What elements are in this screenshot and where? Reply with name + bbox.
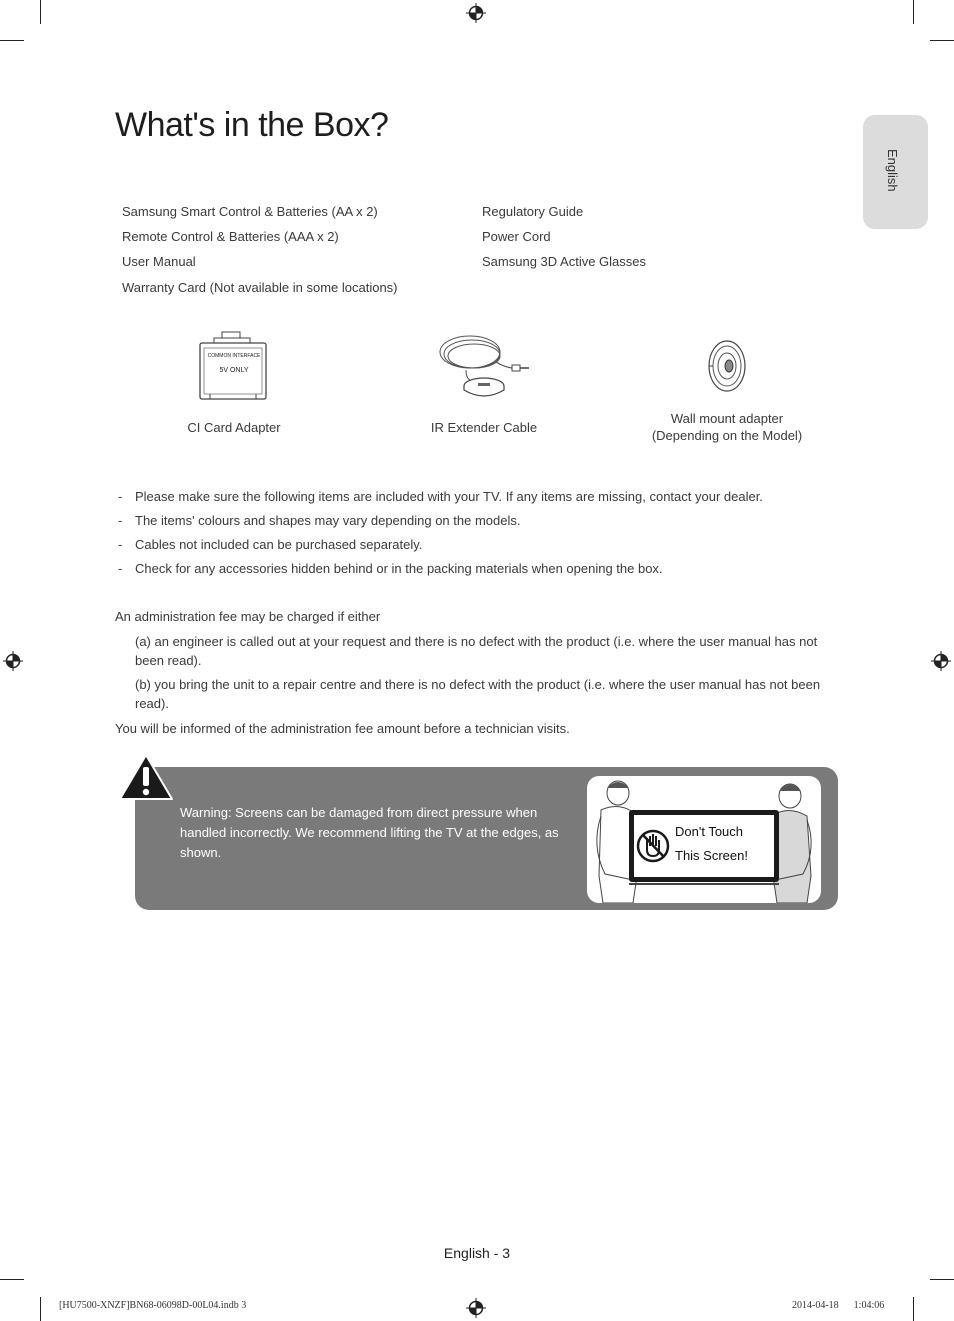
ir-extender-cable-image xyxy=(436,330,532,402)
wall-mount-caption-line1: Wall mount adapter xyxy=(670,411,784,426)
print-date-info: 2014-04-18 1:04:06 xyxy=(792,1300,885,1311)
ci-card-label-line2: 5V ONLY xyxy=(219,367,249,374)
registration-mark-icon xyxy=(931,651,951,671)
page-number: English - 3 xyxy=(443,1245,511,1261)
list-item: Samsung 3D Active Glasses xyxy=(482,254,647,269)
ci-card-adapter-image xyxy=(196,330,272,402)
page-title: What's in the Box? xyxy=(115,106,389,144)
crop-mark xyxy=(913,0,914,24)
crop-mark xyxy=(40,1297,41,1321)
admin-fee-closing: You will be informed of the administration fee amount before a technician visits. xyxy=(115,721,570,736)
language-tab xyxy=(863,115,928,229)
list-item: Samsung Smart Control & Batteries (AA x 2) xyxy=(122,204,378,219)
note-item: - Cables not included can be purchased separately. xyxy=(118,537,423,552)
list-item: Regulatory Guide xyxy=(482,204,584,219)
crop-mark xyxy=(930,1279,954,1280)
registration-mark-icon xyxy=(466,1298,486,1318)
print-file-info: [HU7500-XNZF]BN68-06098D-00L04.indb 3 xyxy=(59,1300,247,1311)
wall-mount-caption-line2: (Depending on the Model) xyxy=(651,428,803,443)
registration-mark-icon xyxy=(466,3,486,23)
admin-fee-item-b: (b) you bring the unit to a repair centre and there is no defect with the product (i.e. where the user manual has not been read). xyxy=(135,677,821,711)
list-item: Power Cord xyxy=(482,229,551,244)
registration-mark-icon xyxy=(3,651,23,671)
crop-mark xyxy=(0,1279,24,1280)
note-item: - The items' colours and shapes may vary depending on the models. xyxy=(118,513,521,528)
list-item: User Manual xyxy=(122,254,196,269)
ci-card-caption: CI Card Adapter xyxy=(187,420,281,435)
sign-line2: This Screen! xyxy=(675,848,748,863)
people-lifting-tv-image xyxy=(587,776,821,903)
warning-triangle-icon xyxy=(117,752,175,802)
warning-label: Warning xyxy=(180,805,228,820)
warning-text: Warning: Screens can be damaged from direct pressure when handled incorrectly. We recommend lifting the TV at the edges, as shown. xyxy=(180,805,559,860)
crop-mark xyxy=(930,40,954,41)
crop-mark xyxy=(0,40,24,41)
list-item: Warranty Card (Not available in some locations) xyxy=(122,280,398,295)
language-tab-label: English xyxy=(885,149,900,192)
sign-line1: Don't Touch xyxy=(675,824,744,839)
note-item: - Check for any accessories hidden behind or in the packing materials when opening the box. xyxy=(118,561,663,576)
wall-mount-adapter-image xyxy=(704,338,750,394)
crop-mark xyxy=(40,0,41,24)
ci-card-label-line1: COMMON INTERFACE xyxy=(207,353,261,359)
crop-mark xyxy=(913,1297,914,1321)
warning-illustration xyxy=(587,776,821,903)
admin-fee-item-a: (a) an engineer is called out at your request and there is no defect with the product (i.e. where the user manual has not been read). xyxy=(135,634,818,668)
list-item: Remote Control & Batteries (AAA x 2) xyxy=(122,229,339,244)
admin-fee-intro: An administration fee may be charged if either xyxy=(115,609,381,624)
note-item: - Please make sure the following items are included with your TV. If any items are missing, contact your dealer. xyxy=(118,489,763,504)
ir-cable-caption: IR Extender Cable xyxy=(430,420,538,435)
